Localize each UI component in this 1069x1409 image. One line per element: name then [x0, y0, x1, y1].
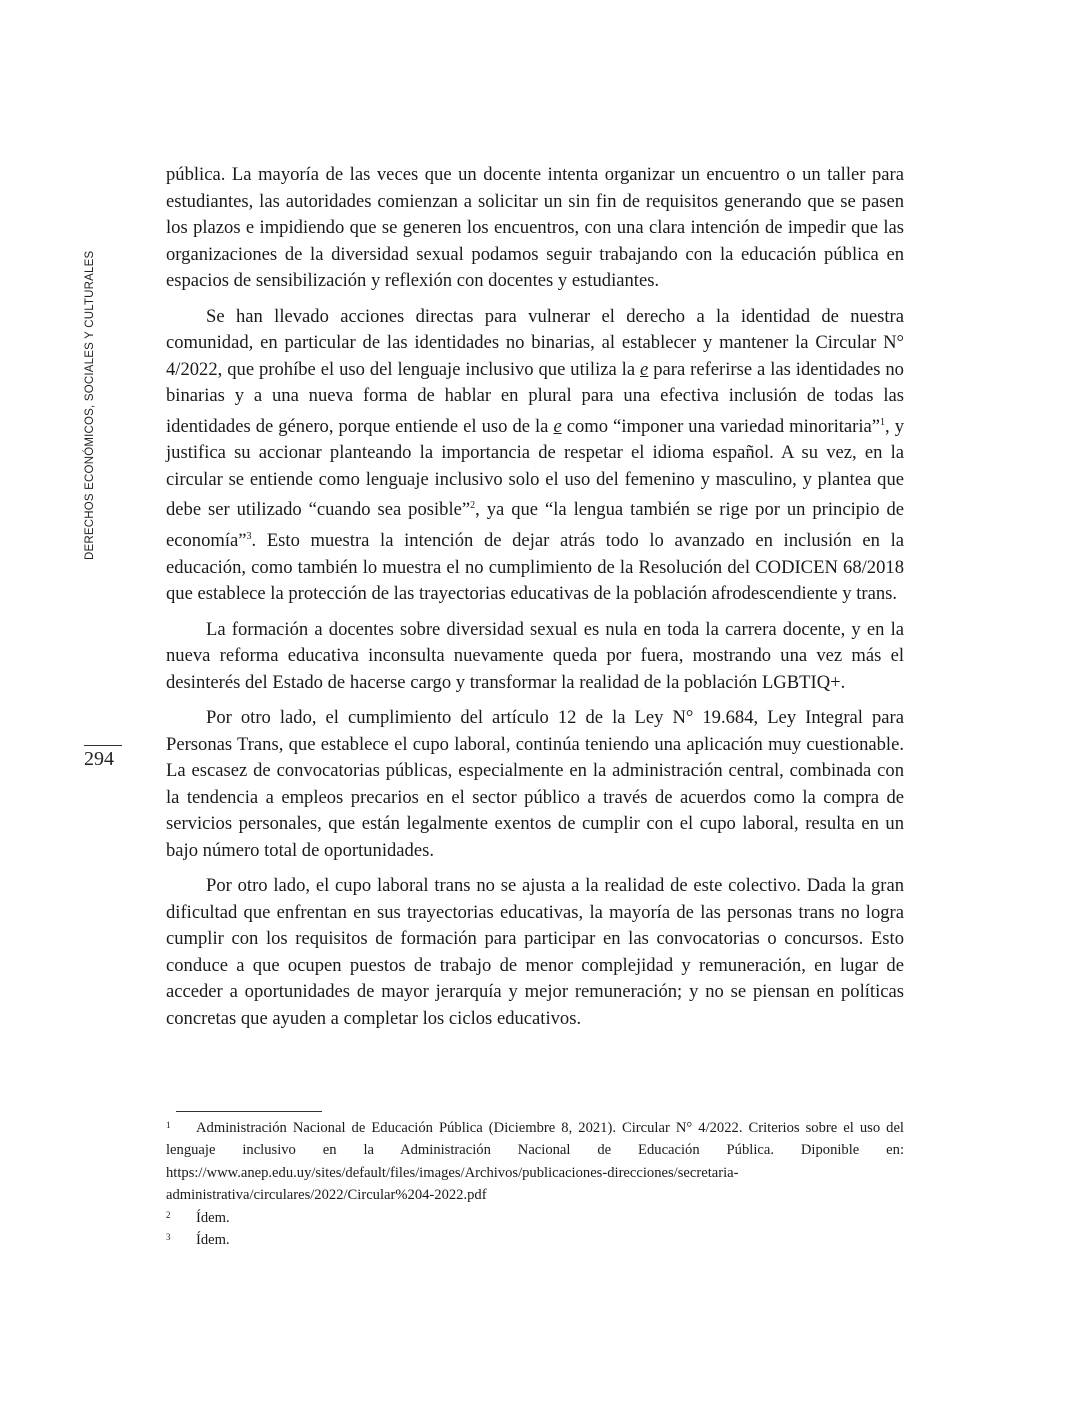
paragraph-2-part-d: , y justifica su accionar planteando la importancia de respetar el idioma español. A su vez, en la circular se entiende como lenguaje inclusivo solo el uso del femenino y masculino, y plantea que debe ser utilizado “cuando sea posible” [166, 415, 905, 521]
page-number-rule [84, 745, 122, 746]
page-number: 294 [84, 748, 114, 770]
footnote-ref-3[interactable]: 3 [246, 530, 252, 542]
body-text [166, 162, 904, 1041]
paragraph-1: pública. La mayoría de las veces que un docente intenta organizar un encuentro o un taller para estudiantes, las autoridades comienzan a solicitar un sin fin de requisitos generando que se pasen los plazos e impidiendo que se generen los encuentros, con una clara intención de impedir que las organizaciones de la diversidad sexual podamos seguir trabajando con la educación pública en espacios de sensibilización y reflexión con docentes y estudiantes. [166, 164, 904, 291]
paragraph-2-part-b: para referirse a las identidades no binarias y a una nueva forma de hablar en plural para una efectiva inclusión de todas las identidades de género, porque entiende el uso de la [166, 358, 904, 437]
footnote-ref-2[interactable]: 2 [470, 500, 476, 512]
paragraph-2 [166, 304, 904, 608]
letter-e-underlined: e [553, 415, 562, 437]
paragraph-2-part-e: , ya que “la lengua también se rige por un principio de economía” [166, 499, 904, 552]
paragraph-5: Por otro lado, el cupo laboral trans no se ajusta a la realidad de este colectivo. Dada la gran dificultad que enfrentan en sus trayectorias educativas, la mayoría de las personas trans no logra cumplir con los requisitos de formación para participar en las convocatorias o concursos. Esto conduce a que ocupen puestos de trabajo de menor complejidad y remuneración, en lugar de acceder a oportunidades de mayor jerarquía y mejor remuneración; y no se piensan en políticas concretas que ayuden a completar los ciclos educativos. [166, 875, 904, 1029]
paragraph-3: La formación a docentes sobre diversidad sexual es nula en toda la carrera docente, y en la nueva reforma educativa inconsulta nuevamente queda por fuera, mostrando una vez más el desinterés del Estado de hacerse cargo y transformar la realidad de la población LGBTIQ+. [166, 618, 904, 693]
footnote-separator [176, 1111, 322, 1112]
paragraph-2-part-f: . Esto muestra la intención de dejar atrás todo lo avanzado en inclusión en la educación, como también lo muestra el no cumplimiento de la Resolución del CODICEN 68/2018 que establece la protección de las trayectorias educativas de la población afrodescendiente y trans. [166, 530, 904, 605]
footnote-text: Ídem. [196, 1209, 230, 1226]
paragraph-4: Por otro lado, el cumplimiento del artículo 12 de la Ley N° 19.684, Ley Integral para Personas Trans, que establece el cupo laboral, continúa teniendo una aplicación muy cuestionable. La escasez de convocatorias públicas, especialmente en la administración central, combinada con la tendencia a empleos precarios en el sector público a través de acuerdos como la compra de servicios personales, que están legalmente exentos de cumplir con el cupo laboral, resulta en un bajo número total de oportunidades. [166, 707, 904, 861]
footnote-ref-1[interactable]: 1 [880, 416, 886, 428]
footnote-number: 2 [166, 1209, 171, 1220]
footnote-number: 3 [166, 1232, 171, 1243]
footnote-1 [166, 1117, 904, 1207]
footnote-3 [166, 1229, 904, 1251]
footnote-text: Ídem. [196, 1232, 230, 1249]
paragraph-2-part-c: como “imponer una variedad minoritaria” [561, 415, 881, 437]
paragraph-2-part-a: Se han llevado acciones directas para vulnerar el derecho a la identidad de nuestra comunidad, en particular de las identidades no binarias, al establecer y mantener la Circular N° 4/2022, que prohíbe el uso del lenguaje inclusivo que utiliza la [166, 305, 904, 380]
footnote-2 [166, 1207, 904, 1229]
footnotes [166, 1117, 904, 1251]
footnote-number: 1 [166, 1120, 171, 1130]
letter-e-underlined: e [640, 358, 649, 380]
running-header-vertical: DERECHOS ECONÓMICOS, SOCIALES Y CULTURALES [84, 250, 96, 560]
footnote-text: Administración Nacional de Educación Pública (Diciembre 8, 2021). Circular N° 4/2022. Criterios sobre el uso del lenguaje inclusivo en la Administración Nacional de Educación Pública. Diponible en: https://www.anep.edu.uy/sites/default/files/images/Archivos/publicaciones-direcciones/secretaria-administrativa/circulares/2022/Circular%204-2022.pdf [166, 1120, 904, 1204]
